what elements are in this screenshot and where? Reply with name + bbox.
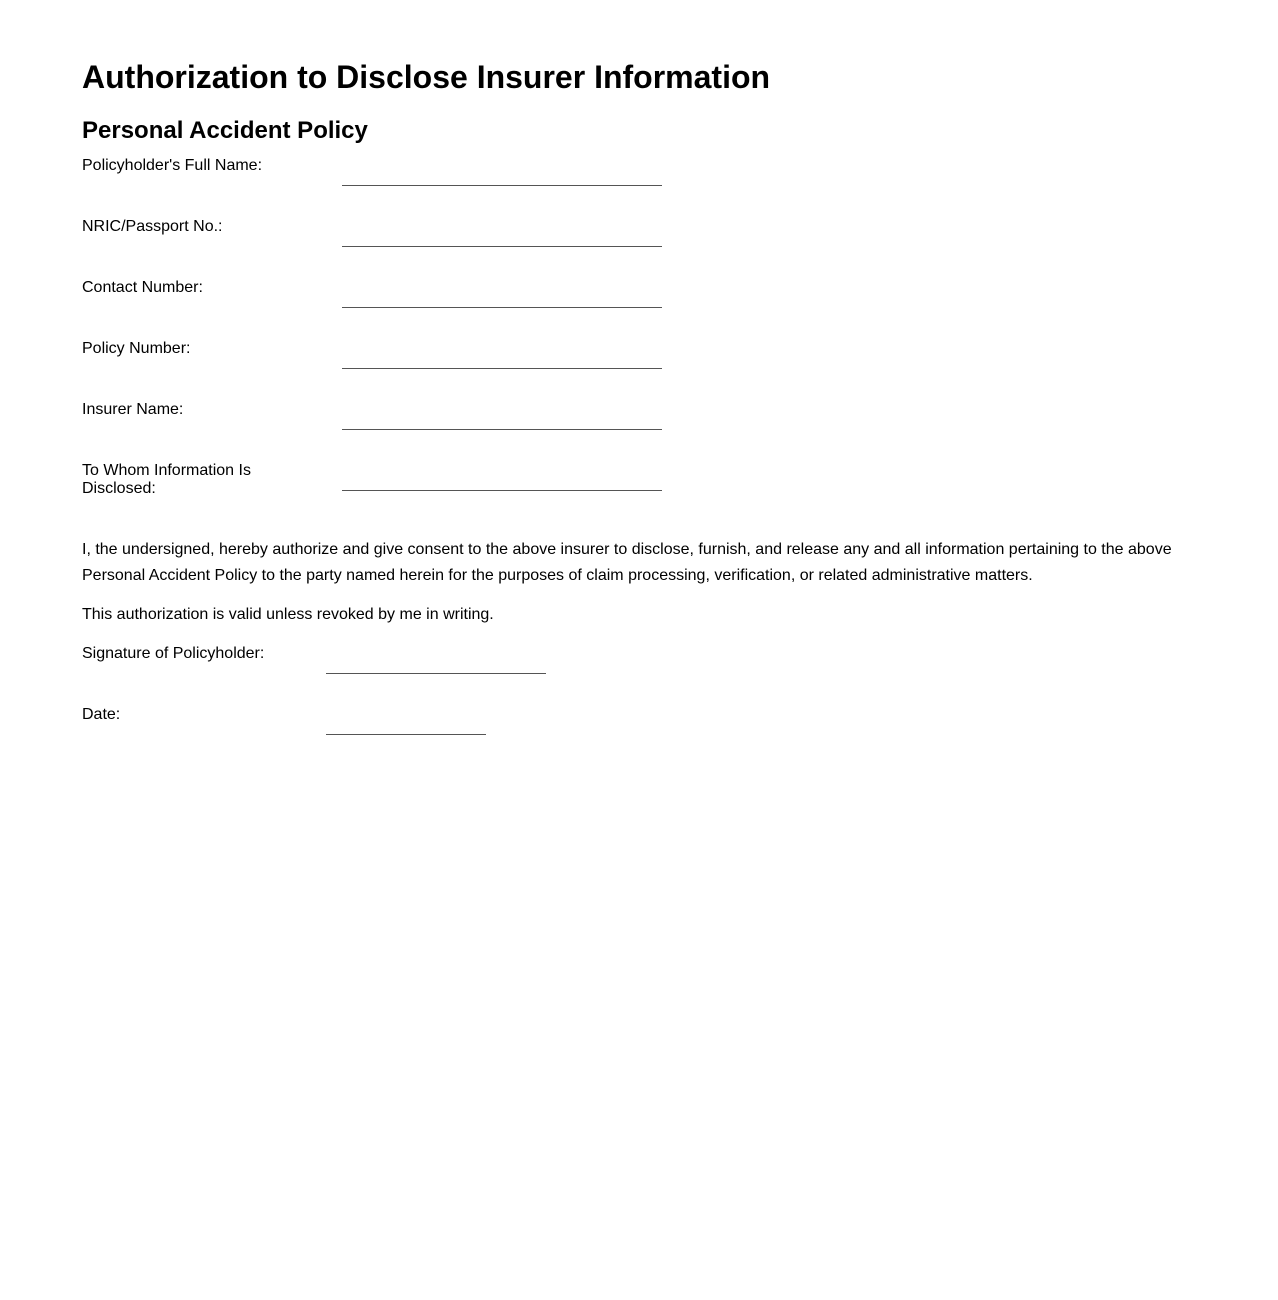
- signature-label: Signature of Policyholder:: [82, 645, 265, 662]
- date-field[interactable]: [326, 734, 486, 735]
- contact-number-field[interactable]: [342, 307, 662, 308]
- field-insurer-name: [82, 401, 682, 441]
- field-nric-passport: [82, 218, 682, 258]
- validity-statement: This authorization is valid unless revoked by me in writing.: [82, 606, 494, 623]
- signature-field[interactable]: [326, 673, 546, 674]
- field-full-name: [82, 157, 682, 197]
- full-name-label: Policyholder's Full Name:: [82, 157, 263, 174]
- consent-statement: I, the undersigned, hereby authorize and give consent to the above insurer to disclose, furnish, and release any and all information pertaining to the above Personal Accident Policy to the party named herein for the purposes of claim processing, verification, or related administrative matters.: [82, 541, 1172, 584]
- policy-subtitle: Personal Accident Policy: [82, 117, 368, 144]
- field-policy-number: [82, 340, 682, 380]
- policy-number-label: Policy Number:: [82, 340, 191, 357]
- field-recipient: [82, 462, 682, 502]
- field-contact-number: [82, 279, 682, 319]
- insurer-name-field[interactable]: [342, 429, 662, 430]
- recipient-field[interactable]: [342, 490, 662, 491]
- full-name-field[interactable]: [342, 185, 662, 186]
- recipient-label: To Whom Information Is Disclosed:: [82, 462, 251, 497]
- date-label: Date:: [82, 706, 121, 723]
- signature-row: [82, 645, 682, 685]
- nric-passport-field[interactable]: [342, 246, 662, 247]
- policy-number-field[interactable]: [342, 368, 662, 369]
- nric-passport-label: NRIC/Passport No.:: [82, 218, 223, 235]
- insurer-name-label: Insurer Name:: [82, 401, 184, 418]
- page-title: Authorization to Disclose Insurer Information: [82, 59, 771, 95]
- date-row: [82, 706, 682, 746]
- contact-number-label: Contact Number:: [82, 279, 203, 296]
